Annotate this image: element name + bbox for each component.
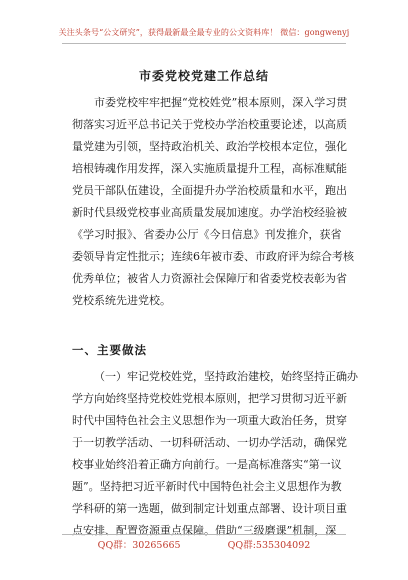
paragraph-line: 量党建为引领，坚持政治机关、政治学校根本定位，强化 bbox=[72, 140, 347, 153]
paragraph-line: 点安排、配置资源重点保障。借助“三级磨课”机制，深 bbox=[72, 524, 337, 537]
paragraph-line: 委领导肯定性批示；连续6年被市委、市政府评为综合考核 bbox=[72, 250, 354, 263]
paragraph-line: 学科研的第一选题，做到制定计划重点部署、设计项目重 bbox=[72, 502, 347, 515]
intro-paragraph bbox=[72, 92, 354, 312]
header-divider bbox=[62, 43, 346, 44]
footer-divider bbox=[62, 534, 346, 535]
paragraph-line: 于一切教学活动、一切科研活动、一切办学活动，确保党 bbox=[72, 436, 347, 449]
paragraph-line: 题”。坚持把习近平新时代中国特色社会主义思想作为教 bbox=[72, 480, 342, 493]
paragraph-line: 培根铸魂作用发挥，深入实施质量提升工程，高标准赋能 bbox=[72, 162, 347, 175]
paragraph-line: 优秀单位；被省人力资源社会保障厅和省委党校表彰为省 bbox=[72, 272, 347, 285]
paragraph-line: 校事业始终沿着正确方向前行。一是高标准落实“第一议 bbox=[72, 458, 342, 471]
footer-qq-group-left: QQ群：30265665 bbox=[97, 540, 181, 551]
paragraph-line: （一）牢记党校姓党，坚持政治建校，始终坚持正确办 bbox=[94, 370, 358, 383]
paragraph-line: 党员干部队伍建设，全面提升办学治校质量和水平，跑出 bbox=[72, 184, 347, 197]
paragraph-line: 《学习时报》、省委办公厅《今日信息》刊发推介，获省 bbox=[72, 228, 342, 241]
paragraph-line: 新时代县级党校事业高质量发展加速度。办学治校经验被 bbox=[72, 206, 347, 219]
section-paragraph bbox=[72, 366, 358, 542]
paragraph-line: 学方向始终坚持党校姓党根本原则，把学习贯彻习近平新 bbox=[72, 392, 347, 405]
footer-qq-group-right: QQ群:535304092 bbox=[227, 540, 311, 551]
paragraph-line: 市委党校牢牢把握“党校姓党”根本原则，深入学习贯 bbox=[94, 96, 348, 109]
section-heading: 一、主要做法 bbox=[72, 343, 147, 357]
footer bbox=[0, 537, 408, 551]
paragraph-line: 党校系统先进党校。 bbox=[72, 294, 171, 307]
header-promo-note: 关注头条号“公文研究”，获得最新最全最专业的公文资料库！ 微信：gongwenyj bbox=[58, 28, 350, 37]
paragraph-line: 时代中国特色社会主义思想作为一项重大政治任务，贯穿 bbox=[72, 414, 347, 427]
paragraph-line: 彻落实习近平总书记关于党校办学治校重要论述，以高质 bbox=[72, 118, 347, 131]
document-title: 市委党校党建工作总结 bbox=[138, 69, 269, 83]
